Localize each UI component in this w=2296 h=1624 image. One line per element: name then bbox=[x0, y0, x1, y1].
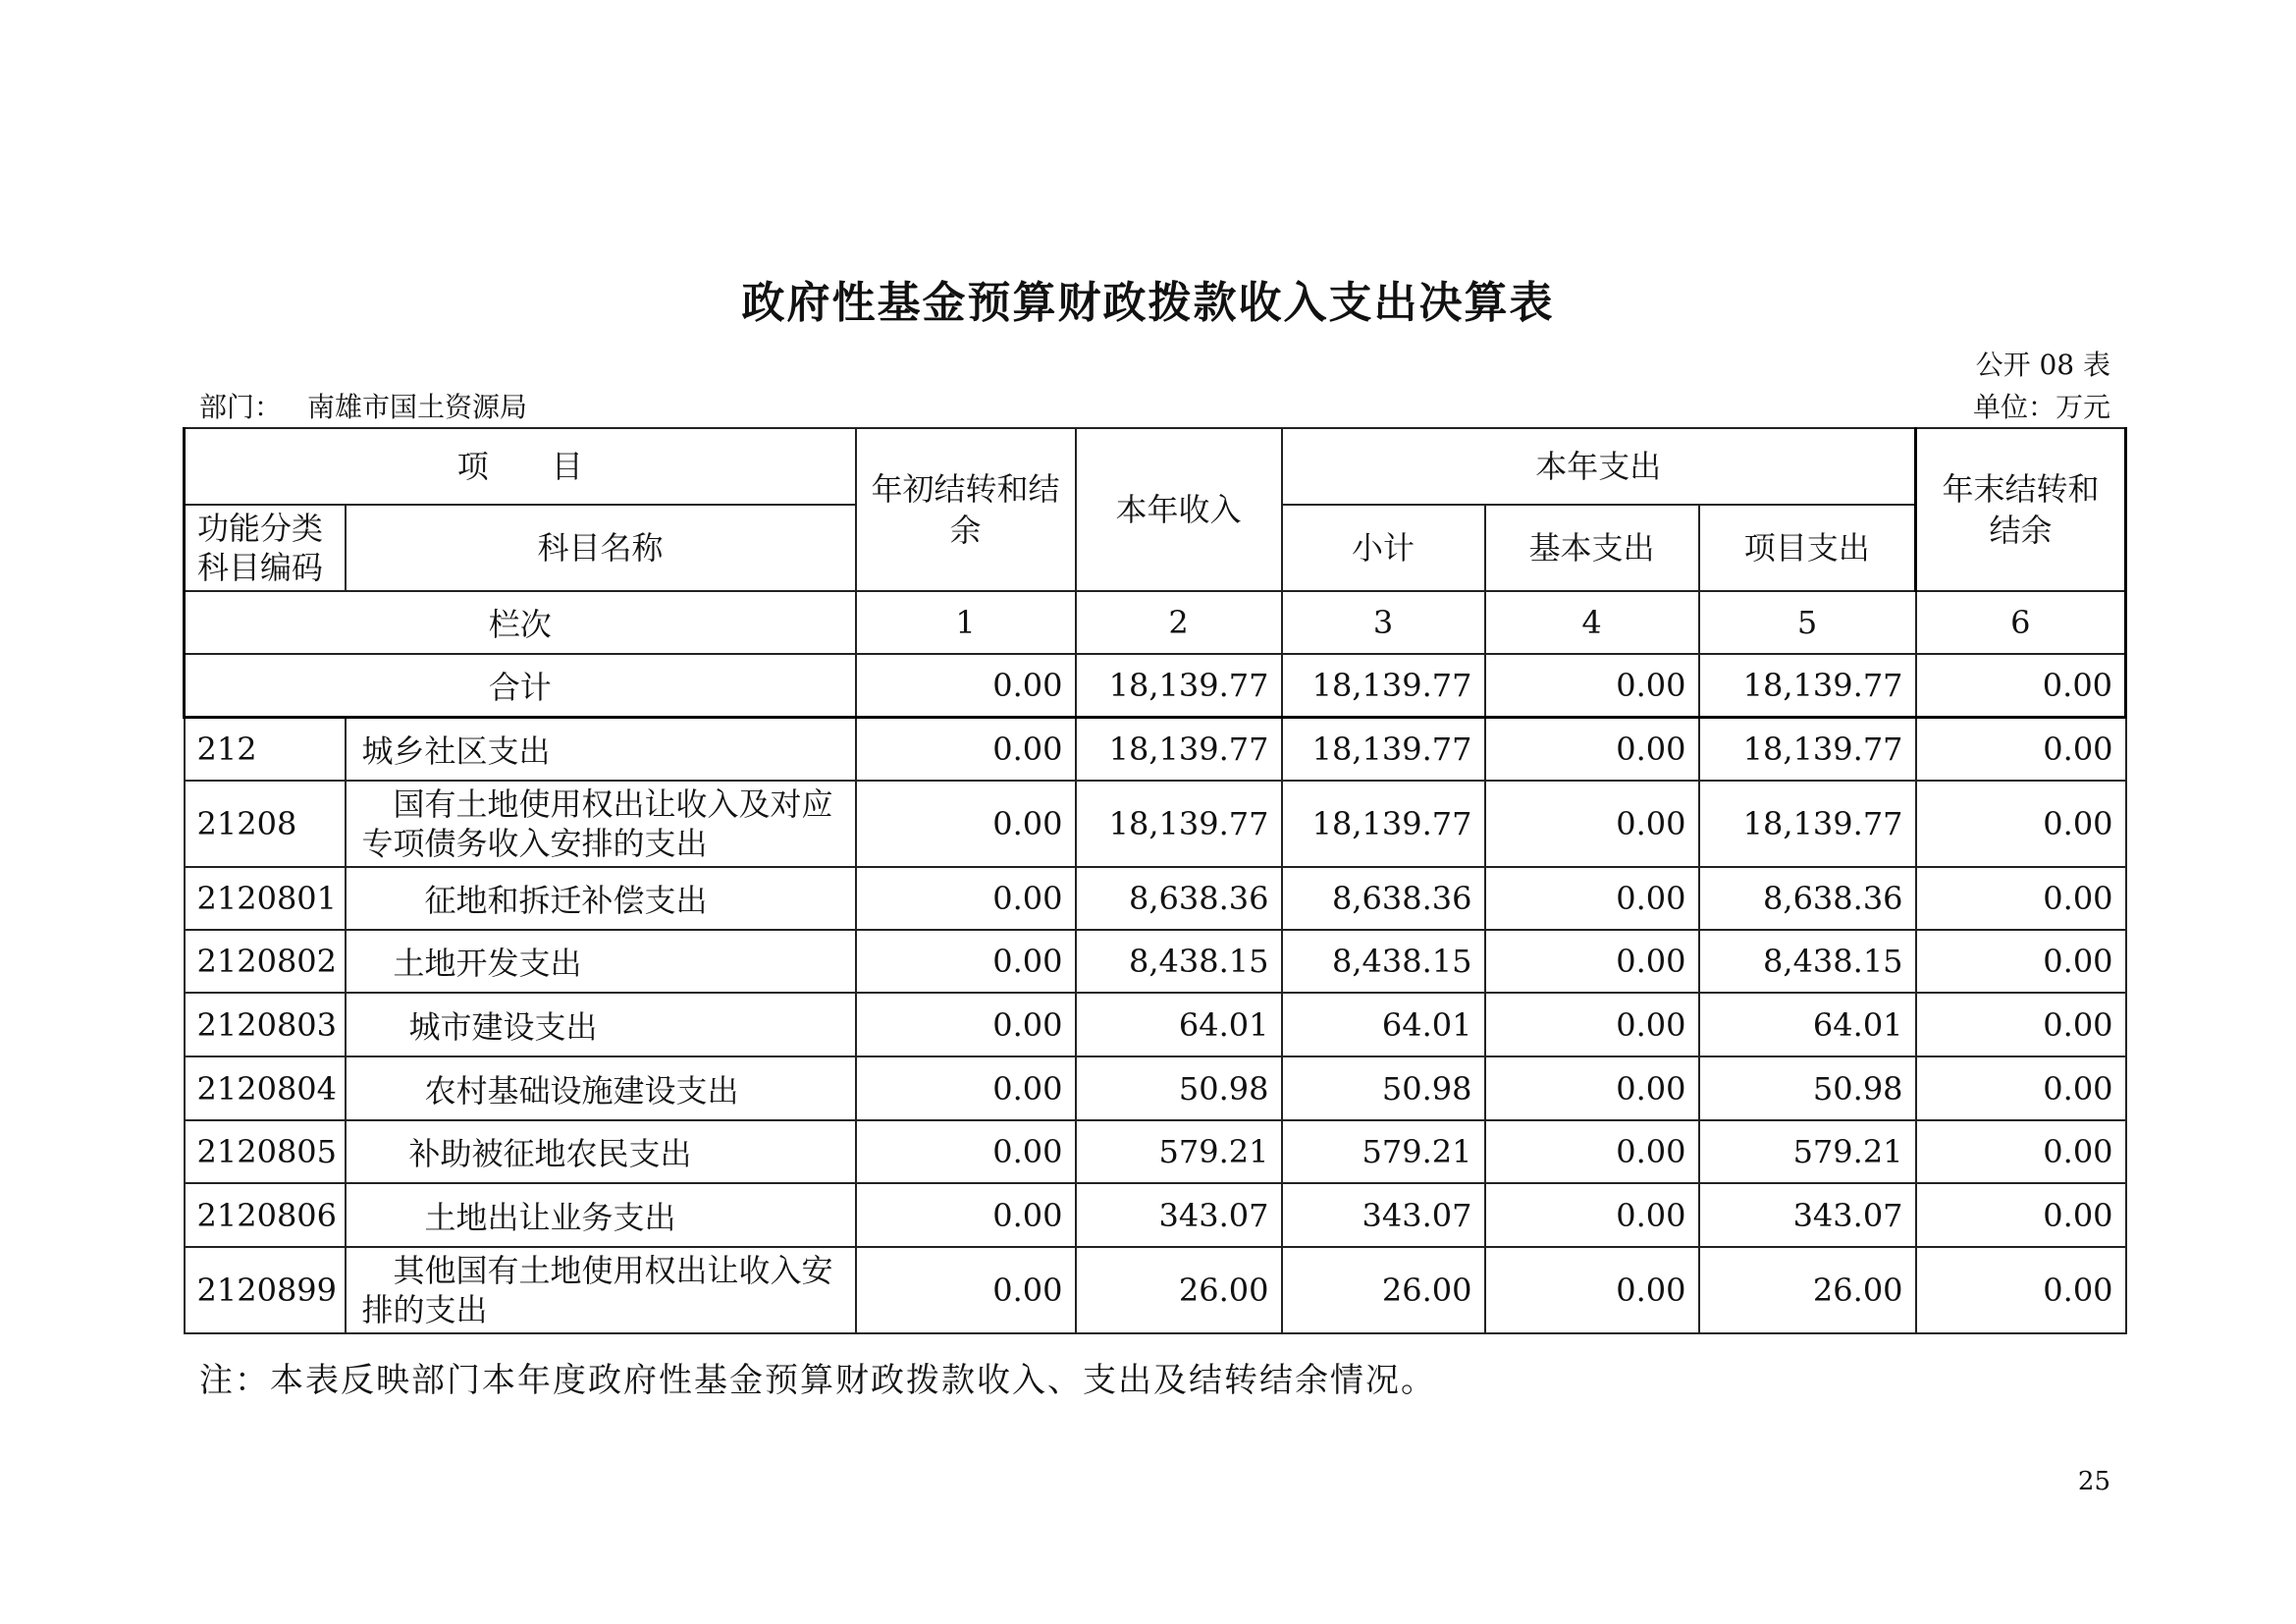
row-value: 8,638.36 bbox=[1699, 867, 1916, 930]
row-value: 0.00 bbox=[856, 781, 1076, 867]
row-value: 0.00 bbox=[856, 867, 1076, 930]
row-name: 城乡社区支出 bbox=[346, 717, 856, 781]
footnote: 注：本表反映部门本年度政府性基金预算财政拨款收入、支出及结转结余情况。 bbox=[199, 1361, 1436, 1400]
header-opening: 年初结转和结余 bbox=[856, 428, 1076, 591]
row-value: 0.00 bbox=[1485, 717, 1699, 781]
row-code: 2120803 bbox=[185, 993, 346, 1056]
total-value: 18,139.77 bbox=[1076, 654, 1282, 717]
row-value: 0.00 bbox=[1485, 1183, 1699, 1247]
column-index-label: 栏次 bbox=[185, 591, 856, 654]
header-subtotal: 小计 bbox=[1282, 505, 1485, 591]
table-row bbox=[185, 717, 2126, 781]
row-code: 212 bbox=[185, 717, 346, 781]
table-row bbox=[185, 1120, 2126, 1183]
row-value: 0.00 bbox=[1916, 1183, 2126, 1247]
header-expense: 本年支出 bbox=[1282, 428, 1916, 505]
table-row bbox=[185, 1247, 2126, 1333]
row-code: 2120801 bbox=[185, 867, 346, 930]
header-closing: 年末结转和结余 bbox=[1916, 428, 2126, 591]
row-value: 0.00 bbox=[1485, 1056, 1699, 1120]
row-value: 0.00 bbox=[856, 1120, 1076, 1183]
row-value: 0.00 bbox=[1916, 1120, 2126, 1183]
department-line bbox=[199, 386, 527, 425]
row-value: 18,139.77 bbox=[1282, 717, 1485, 781]
row-value: 0.00 bbox=[856, 930, 1076, 993]
row-value: 579.21 bbox=[1076, 1120, 1282, 1183]
column-index-row bbox=[185, 591, 2126, 654]
row-value: 0.00 bbox=[856, 717, 1076, 781]
row-name: 补助被征地农民支出 bbox=[346, 1120, 856, 1183]
row-value: 50.98 bbox=[1699, 1056, 1916, 1120]
row-value: 8,438.15 bbox=[1076, 930, 1282, 993]
row-value: 8,438.15 bbox=[1282, 930, 1485, 993]
row-value: 64.01 bbox=[1076, 993, 1282, 1056]
row-value: 0.00 bbox=[1485, 1247, 1699, 1333]
unit-label: 单位：万元 bbox=[1972, 391, 2110, 423]
row-name: 其他国有土地使用权出让收入安排的支出 bbox=[346, 1247, 856, 1333]
header-basic: 基本支出 bbox=[1485, 505, 1699, 591]
total-value: 0.00 bbox=[856, 654, 1076, 717]
row-value: 26.00 bbox=[1699, 1247, 1916, 1333]
column-index-3: 3 bbox=[1282, 591, 1485, 654]
table-row bbox=[185, 781, 2126, 867]
row-value: 0.00 bbox=[1485, 867, 1699, 930]
row-value: 0.00 bbox=[1485, 993, 1699, 1056]
row-value: 343.07 bbox=[1282, 1183, 1485, 1247]
row-value: 26.00 bbox=[1076, 1247, 1282, 1333]
row-code: 2120899 bbox=[185, 1247, 346, 1333]
row-value: 0.00 bbox=[1485, 781, 1699, 867]
row-value: 0.00 bbox=[1485, 1120, 1699, 1183]
row-code: 2120805 bbox=[185, 1120, 346, 1183]
row-value: 18,139.77 bbox=[1076, 717, 1282, 781]
department-label: 部门： bbox=[199, 391, 283, 423]
row-value: 50.98 bbox=[1076, 1056, 1282, 1120]
row-value: 0.00 bbox=[1916, 717, 2126, 781]
column-index-5: 5 bbox=[1699, 591, 1916, 654]
header-code: 功能分类科目编码 bbox=[185, 505, 346, 591]
row-value: 8,638.36 bbox=[1076, 867, 1282, 930]
column-index-2: 2 bbox=[1076, 591, 1282, 654]
row-name: 城市建设支出 bbox=[346, 993, 856, 1056]
row-value: 0.00 bbox=[1916, 930, 2126, 993]
table-row bbox=[185, 930, 2126, 993]
total-value: 18,139.77 bbox=[1699, 654, 1916, 717]
row-value: 64.01 bbox=[1699, 993, 1916, 1056]
form-number: 公开 08 表 bbox=[1975, 349, 2110, 381]
page-title: 政府性基金预算财政拨款收入支出决算表 bbox=[741, 278, 1555, 328]
row-name: 土地出让业务支出 bbox=[346, 1183, 856, 1247]
row-value: 0.00 bbox=[856, 1247, 1076, 1333]
row-value: 0.00 bbox=[1916, 993, 2126, 1056]
row-value: 0.00 bbox=[856, 993, 1076, 1056]
row-value: 579.21 bbox=[1282, 1120, 1485, 1183]
row-value: 18,139.77 bbox=[1699, 717, 1916, 781]
table-row bbox=[185, 993, 2126, 1056]
column-index-6: 6 bbox=[1916, 591, 2126, 654]
table-row bbox=[185, 1183, 2126, 1247]
row-value: 0.00 bbox=[1916, 1247, 2126, 1333]
table-row bbox=[185, 1056, 2126, 1120]
row-name: 土地开发支出 bbox=[346, 930, 856, 993]
total-value: 0.00 bbox=[1485, 654, 1699, 717]
row-value: 50.98 bbox=[1282, 1056, 1485, 1120]
header-project: 项目支出 bbox=[1699, 505, 1916, 591]
row-value: 0.00 bbox=[856, 1183, 1076, 1247]
row-value: 0.00 bbox=[1916, 867, 2126, 930]
row-name: 国有土地使用权出让收入及对应专项债务收入安排的支出 bbox=[346, 781, 856, 867]
header-name: 科目名称 bbox=[346, 505, 856, 591]
row-value: 18,139.77 bbox=[1076, 781, 1282, 867]
row-value: 18,139.77 bbox=[1282, 781, 1485, 867]
row-value: 343.07 bbox=[1076, 1183, 1282, 1247]
row-value: 64.01 bbox=[1282, 993, 1485, 1056]
budget-table bbox=[183, 427, 2127, 1334]
row-value: 8,638.36 bbox=[1282, 867, 1485, 930]
row-value: 343.07 bbox=[1699, 1183, 1916, 1247]
total-label: 合计 bbox=[185, 654, 856, 717]
row-value: 8,438.15 bbox=[1699, 930, 1916, 993]
row-code: 21208 bbox=[185, 781, 346, 867]
row-name: 农村基础设施建设支出 bbox=[346, 1056, 856, 1120]
row-code: 2120802 bbox=[185, 930, 346, 993]
table-row bbox=[185, 867, 2126, 930]
header-income: 本年收入 bbox=[1076, 428, 1282, 591]
row-name: 征地和拆迁补偿支出 bbox=[346, 867, 856, 930]
row-code: 2120806 bbox=[185, 1183, 346, 1247]
row-value: 0.00 bbox=[1916, 1056, 2126, 1120]
row-value: 0.00 bbox=[856, 1056, 1076, 1120]
total-value: 18,139.77 bbox=[1282, 654, 1485, 717]
column-index-4: 4 bbox=[1485, 591, 1699, 654]
page-number: 25 bbox=[2077, 1467, 2110, 1496]
column-index-1: 1 bbox=[856, 591, 1076, 654]
total-value: 0.00 bbox=[1916, 654, 2126, 717]
row-value: 18,139.77 bbox=[1699, 781, 1916, 867]
department-value: 南雄市国土资源局 bbox=[307, 391, 528, 423]
row-value: 0.00 bbox=[1916, 781, 2126, 867]
row-value: 579.21 bbox=[1699, 1120, 1916, 1183]
row-code: 2120804 bbox=[185, 1056, 346, 1120]
row-value: 0.00 bbox=[1485, 930, 1699, 993]
total-row bbox=[185, 654, 2126, 717]
header-row-1 bbox=[185, 428, 2126, 505]
row-value: 26.00 bbox=[1282, 1247, 1485, 1333]
header-item: 项 目 bbox=[185, 428, 856, 505]
